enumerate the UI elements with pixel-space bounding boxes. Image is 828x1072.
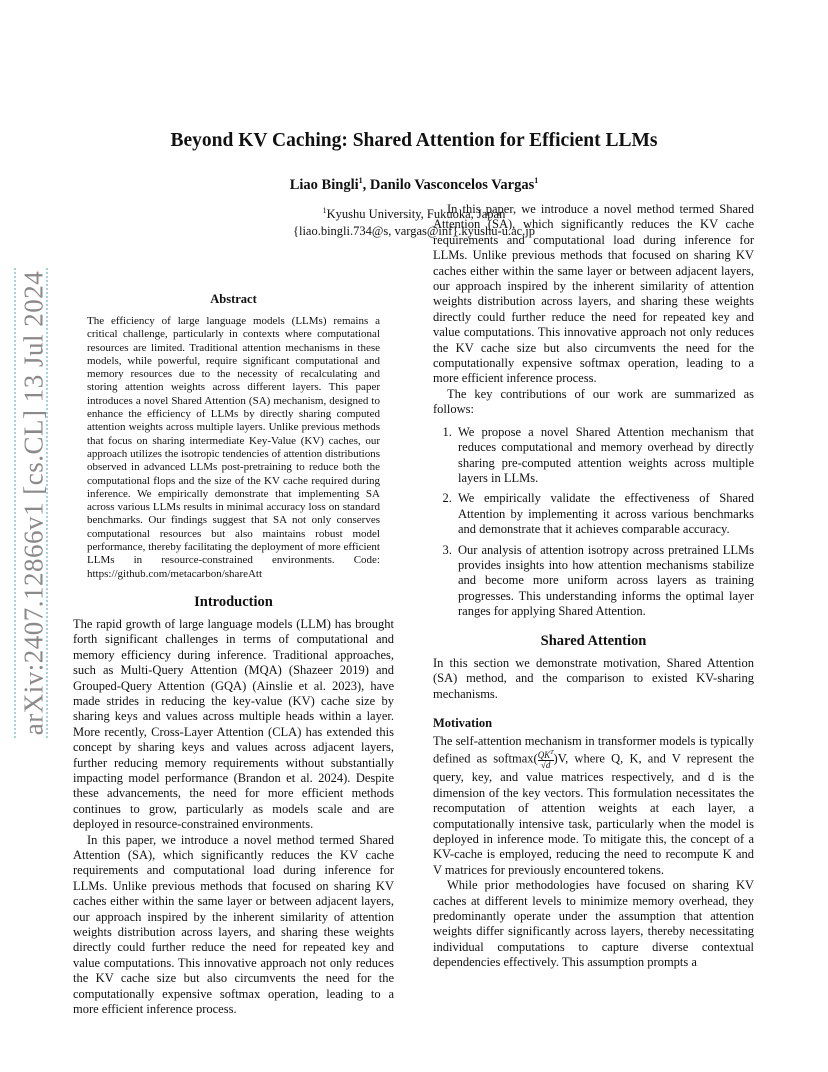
abstract-text: The efficiency of large language models (LLMs) remains a critical challenge, particularly in contexts where computational resources are limited. Traditional attention mechanisms in these models, while powerful, require significant computational and memory resources due to the necessity of recalculating and storing attention weights across different layers. This paper introduces a novel Shared Attention (SA) mechanism, designed to enhance the efficiency of LLMs by directly sharing computed attention weights across multiple layers. Unlike previous methods that focus on sharing intermediate Key-Value (KV) caches, our approach utilizes the isotropic tendencies of attention distributions observed in advanced LLMs post-pretraining to reduce both the computational flops and the size of the KV cache required during inference. We empirically demonstrate that implementing SA across various LLMs results in minimal accuracy loss on standard benchmarks. Our findings suggest that SA not only conserves computational resources but also maintains robust model performance, thereby facilitating the deployment of more efficient LLMs in resource-constrained environments. Code: https://github.com/metacarbon/shareAtt	[87, 315, 380, 580]
introduction-heading: Introduction	[194, 593, 273, 610]
affiliation-marker: 1	[322, 206, 327, 215]
intro-continuation: In this paper, we introduce a novel method termed Shared Attention (SA), which significantly reduces the KV cache requirements and computational load during inference for LLMs. Unlike previous methods that focused on sharing KV caches either within the same layer or between adjacent layers, our approach inspired by the inherent similarity of attention weights distribution across layers, and sharing these weights directly could further reduce the need for repeated key and value computations. This innovative approach not only reduces the KV cache size but also circumvents the need for the computationally expensive softmax operation, leading to a more efficient inference process.	[433, 202, 754, 386]
motivation-heading: Motivation	[433, 715, 493, 730]
arxiv-stamp	[14, 268, 54, 738]
intro-paragraph: In this paper, we introduce a novel method termed Shared Attention (SA), which significantly reduces the KV cache requirements and computational load during inference for LLMs. Unlike previous methods that focused on sharing KV caches either within the same layer or between adjacent layers, our approach inspired by the inherent similarity of attention weights distribution across layers, and sharing these weights directly could further reduce the need for repeated key and value computations. This innovative approach not only reduces the KV cache size but also circumvents the need for the computationally expensive softmax operation, leading to a more efficient inference process.	[73, 832, 394, 1017]
contribution-item: 3. Our analysis of attention isotropy across pretrained LLMs provides insights into how attention mechanisms stabilize and become more uniform across layers as training progresses. This understanding informs the optimal layer ranges for applying Shared Attention.	[455, 543, 754, 620]
right-column	[433, 202, 755, 971]
affiliation: Kyushu University, Fukuoka, Japan	[326, 207, 506, 222]
shared-attention-intro: In this section we demonstrate motivation, Shared Attention (SA) method, and the comparison to existed KV-sharing mechanisms.	[433, 655, 754, 701]
author-emails: {liao.bingli.734@s, vargas@inf}.kyushu-u.ac.jp	[292, 224, 536, 239]
contributions-list	[433, 425, 754, 620]
arxiv-stamp-text: arXiv:2407.12866v1 [cs.CL] 13 Jul 2024	[18, 270, 49, 736]
abstract-heading: Abstract	[210, 292, 257, 306]
shared-attention-heading: Shared Attention	[540, 632, 647, 649]
author-separator: ,	[362, 176, 370, 193]
authors	[0, 176, 828, 194]
motivation-paragraph: The self-attention mechanism in transformer models is typically defined as softmax( $QK^T$ √d )V, where Q, K, and V represent the query, key, and value matrices respectively, and d is the dimension of the key vectors. This formulation necessitates the recomputation of attention weights at each layer, a computationally intensive task, particularly when the model is deployed in inference mode. To mitigate this, the concept of a KV-cache is employed, reducing the need to recompute K and V matrices for previously encountered tokens.	[433, 733, 755, 877]
attention-formula-fraction: $QK^T$ √d	[537, 750, 554, 771]
author-name: Liao Bingli	[289, 176, 359, 193]
contribution-item: 2. We empirically validate the effectiveness of Shared Attention by implementing it across various benchmarks and demonstrate that it achieves comparable accuracy.	[455, 491, 754, 537]
author-affil-marker: 1	[534, 176, 539, 185]
author-affil-marker: 1	[358, 176, 363, 185]
intro-paragraph: The rapid growth of large language models (LLM) has brought forth significant challenges in terms of computational and memory efficiency during inference. Traditional approaches, such as Multi-Query Attention (MQA) (Shazeer 2019) and Grouped-Query Attention (GQA) (Ainslie et al. 2023), have made strides in reducing the key-value (KV) cache size by sharing keys and values across multiple heads within a layer. More recently, Cross-Layer Attention (CLA) has extended this concept by sharing keys and values across adjacent layers, further reducing memory requirements without substantially impacting model performance (Brandon et al. 2024). Despite these advancements, the need for more efficient methods continues to grow, particularly as models scale and are deployed in resource-constrained environments.	[73, 616, 394, 832]
author-name: Danilo Vasconcelos Vargas	[369, 176, 535, 193]
paper-title: Beyond KV Caching: Shared Attention for Efficient LLMs	[170, 130, 658, 151]
contribution-item: 1. We propose a novel Shared Attention mechanism that reduces computational and memory overhead by directly sharing pre-computed attention weights across multiple layers in LLMs.	[455, 425, 754, 487]
motivation-paragraph: While prior methodologies have focused on sharing KV caches at different levels to minimize memory overhead, they predominantly operate under the assumption that attention weights differ significantly across layers, thereby necessitating individual computations to capture diverse contextual dependencies effectively. This assumption prompts a	[433, 878, 754, 970]
contributions-lead: The key contributions of our work are summarized as follows:	[433, 387, 754, 417]
left-column	[73, 292, 394, 1017]
